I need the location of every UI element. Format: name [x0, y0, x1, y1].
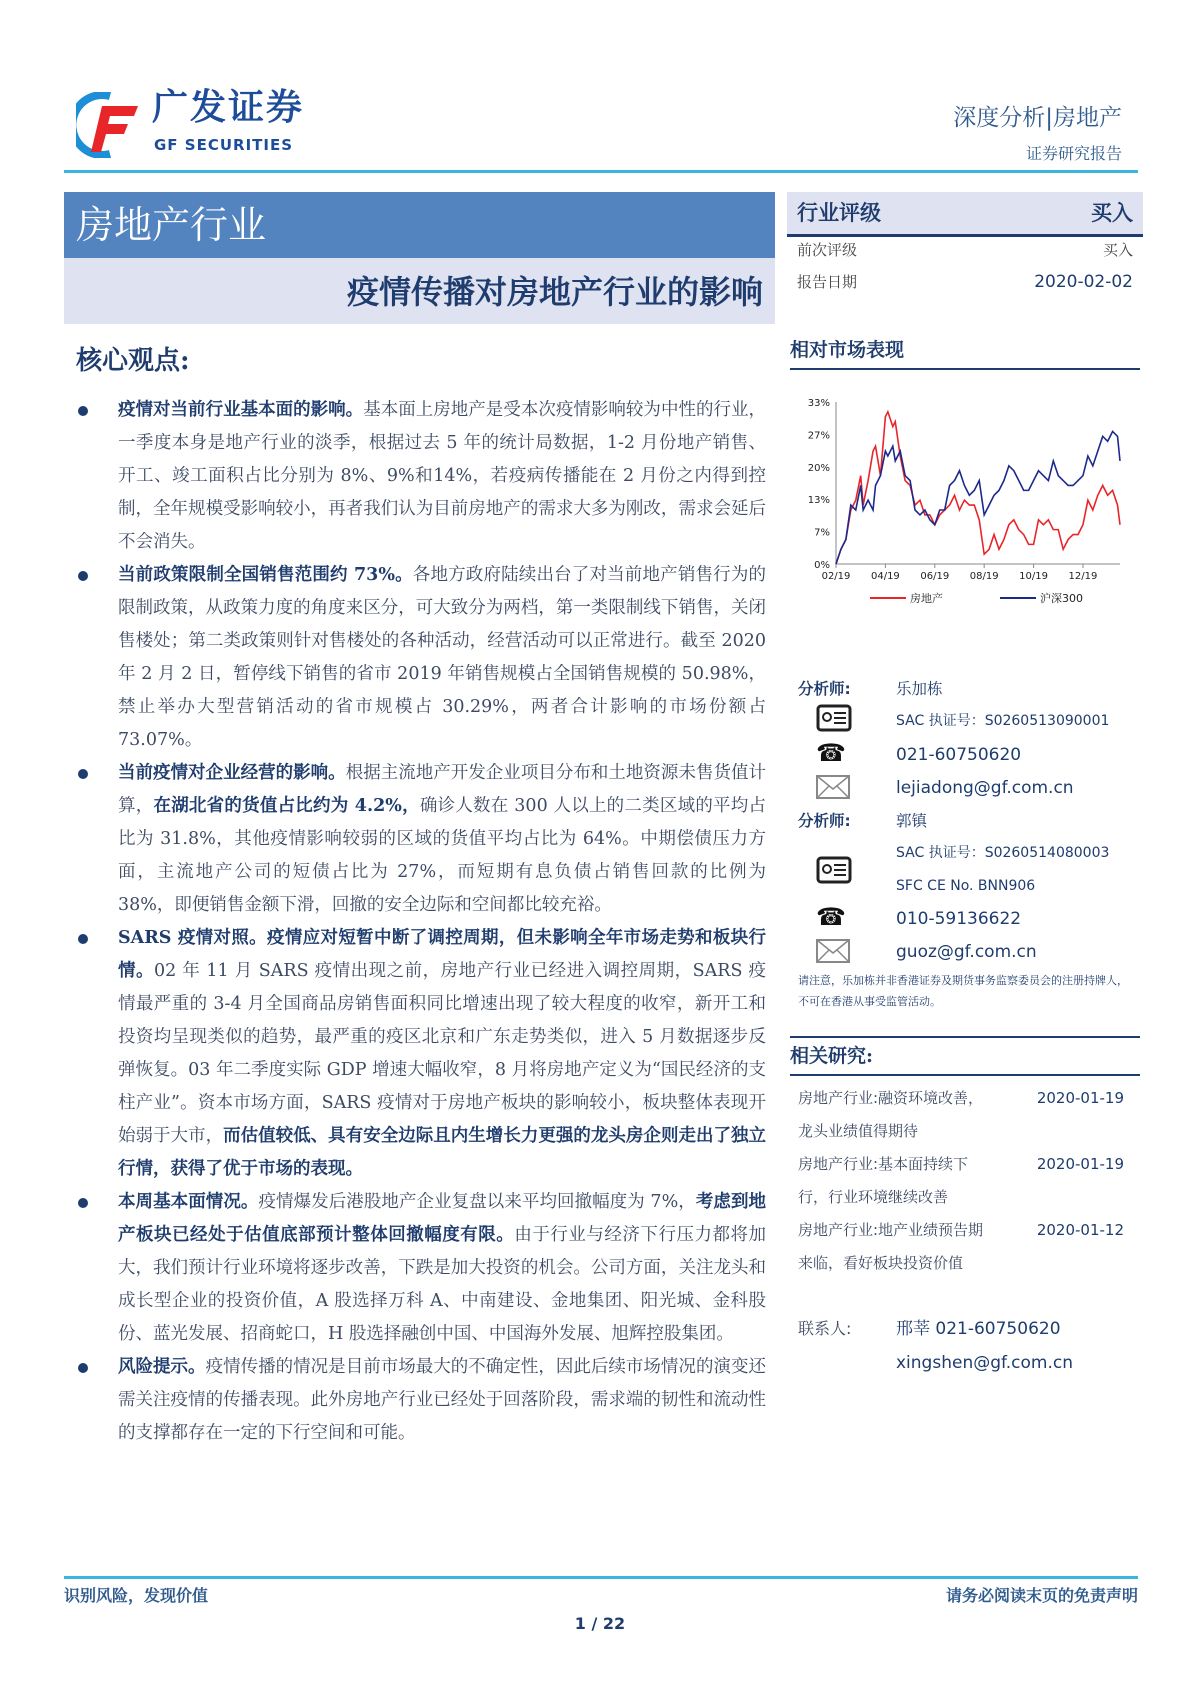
- analyst-1-label-row: [798, 678, 1138, 700]
- analyst-name: 郭镇: [896, 812, 928, 830]
- contact-label: 联系人:: [798, 1319, 852, 1338]
- bullet-icon: [78, 406, 88, 416]
- core-bullet: [76, 1351, 766, 1450]
- footer-disclaimer: 请务必阅读末页的免责声明: [945, 1586, 1138, 1605]
- header-divider: [64, 170, 1138, 173]
- core-bullet: [76, 394, 766, 559]
- bullet-icon: [78, 934, 88, 944]
- page-number: 1 / 22: [574, 1614, 626, 1633]
- legend-label: 沪深300: [1040, 592, 1083, 605]
- bullet-text: 确诊人数在 300 人以上的二类区域的平均占比为 31.8%，其他疫情影响较弱的区域的货值平均占比为 64%。中期偿债压力方面，主流地产公司的短债占比为 27%，而短期有息负债占销售回款的比例为 38%，即便销售金额下滑，回撤的安全边际和空间都比较充裕。: [118, 796, 767, 915]
- market-heading: 相对市场表现: [790, 338, 1140, 370]
- analyst-phone: 021-60750620: [896, 745, 1022, 765]
- analyst-sac: SAC 执证号：S0260513090001: [896, 713, 1110, 729]
- analyst-name: 乐加栋: [896, 680, 943, 698]
- x-tick-label: 04/19: [870, 571, 900, 582]
- related-item[interactable]: [798, 1082, 1134, 1148]
- related-date: 2020-01-19: [1036, 1089, 1124, 1107]
- prev-rating-label: 前次评级: [797, 241, 858, 259]
- certificate-icon: [816, 856, 852, 894]
- analyst-label: 分析师:: [798, 812, 851, 830]
- bullet-emphasis: 当前疫情对企业经营的影响。: [118, 763, 346, 783]
- bullet-text: 基本面上房地产是受本次疫情影响较为中性的行业，一季度本身是地产行业的淡季，根据过去 5 年的统计局数据，1-2 月份地产销售、开工、竣工面积占比分别为 8%、9%和14%，若疫病传播能在 2 月份之内得到控制，全年规模受影响较小，再者我们认为目前房地产的需求大多为刚改，需求会延后不会消失。: [118, 400, 767, 552]
- contact-phone: 邢莘 021-60750620: [896, 1319, 1061, 1339]
- bullet-text: 疫情传播的情况是目前市场最大的不确定性，因此后续市场情况的演变还需关注疫情的传播表现。此外房地产行业已经处于回落阶段，需求端的韧性和流动性的支撑都存在一定的下行空间和可能。: [118, 1357, 767, 1443]
- industry-banner: [64, 192, 775, 258]
- analyst-phone: 010-59136622: [896, 909, 1022, 929]
- analyst-label: 分析师:: [798, 680, 851, 698]
- rating-value: 买入: [1091, 201, 1133, 225]
- x-tick-label: 12/19: [1068, 571, 1098, 582]
- series-line-0: [836, 412, 1120, 564]
- bullet-icon: [78, 769, 88, 779]
- series-line-1: [836, 431, 1120, 564]
- analyst-2-label-row: [798, 810, 1138, 832]
- y-tick-label: 20%: [807, 462, 830, 474]
- bullet-icon: [78, 1363, 88, 1373]
- related-item[interactable]: [798, 1148, 1134, 1214]
- report-title: 疫情传播对房地产行业的影响: [346, 273, 763, 311]
- logo-english: GF SECURITIES: [154, 136, 294, 154]
- phone-icon: ☎: [816, 739, 846, 767]
- analyst-note: 请注意，乐加栋并非香港证券及期货事务监察委员会的注册持牌人，不可在香港从事受监管活动。: [798, 974, 1128, 1008]
- phone-icon: ☎: [816, 903, 846, 931]
- bullet-emphasis: 在湖北省的货值占比约为 4.2%，: [153, 796, 420, 816]
- core-bullets: [76, 394, 766, 1450]
- related-title-1: 房地产行业:地产业绩预告期: [798, 1221, 984, 1239]
- bullet-emphasis: 当前政策限制全国销售范围约 73%。: [118, 565, 413, 585]
- rating-label: 行业评级: [797, 201, 881, 225]
- related-date: 2020-01-12: [1036, 1221, 1124, 1239]
- y-tick-label: 27%: [807, 430, 830, 442]
- footer-slogan: 识别风险，发现价值: [64, 1586, 209, 1605]
- related-title-2: 来临，看好板块投资价值: [798, 1254, 964, 1272]
- bullet-emphasis: 考虑到地产板块已经处于估值底部预计整体回撤幅度有限。: [118, 1192, 767, 1245]
- core-heading: 核心观点:: [76, 346, 190, 376]
- contact-email: xingshen@gf.com.cn: [896, 1353, 1073, 1373]
- logo-text: 广发证券: [152, 87, 305, 128]
- related-item[interactable]: [798, 1214, 1134, 1280]
- email-icon: [816, 775, 850, 807]
- prev-rating-value: 买入: [1102, 241, 1133, 259]
- analyst-email: lejiadong@gf.com.cn: [896, 778, 1074, 798]
- analyst-email: guoz@gf.com.cn: [896, 942, 1037, 962]
- contact-row: [798, 1318, 1138, 1373]
- x-tick-label: 06/19: [920, 571, 950, 582]
- footer-divider: [64, 1576, 1138, 1579]
- bullet-emphasis: 疫情对当前行业基本面的影响。: [118, 400, 364, 420]
- analyst-sac: SAC 执证号：S0260514080003: [896, 845, 1110, 861]
- analyst-sfc: SFC CE No. BNN906: [896, 878, 1036, 894]
- core-bullet: [76, 757, 766, 922]
- bullet-text: 疫情爆发后港股地产企业复盘以来平均回撤幅度为 7%，: [258, 1192, 696, 1212]
- x-tick-label: 08/19: [969, 571, 999, 582]
- core-bullet: [76, 922, 766, 1186]
- related-title-2: 行，行业环境继续改善: [798, 1188, 949, 1206]
- bullet-text: 各地方政府陆续出台了对当前地产销售行为的限制政策，从政策力度的角度来区分，可大致分为两档，第一类限制线下销售，关闭售楼处；第二类政策则针对售楼处的各种活动，经营活动可以正常进行。截至 2020 年 2 月 2 日，暂停线下销售的省市 2019 年销售规模占全国销售规模的 50.98%，禁止举办大型营销活动的省市规模占 30.29%，两者合计影响的市场份额占 73.07%。: [118, 565, 766, 750]
- email-icon: [816, 939, 850, 971]
- y-tick-label: 13%: [807, 495, 830, 507]
- x-tick-label: 02/19: [821, 571, 851, 582]
- bullet-icon: [78, 1198, 88, 1208]
- related-title-1: 房地产行业:基本面持续下: [798, 1155, 969, 1173]
- related-list: [798, 1082, 1134, 1280]
- related-title-2: 龙头业绩值得期待: [798, 1122, 919, 1140]
- report-category: 深度分析|房地产: [953, 105, 1122, 131]
- bullet-text: 由于行业与经济下行压力都将加大，我们预计行业环境将逐步改善，下跌是加大投资的机会。公司方面，关注龙头和成长型企业的投资价值，A 股选择万科 A、中南建设、金地集团、阳光城、金科股份、蓝光发展、招商蛇口，H 股选择融创中国、中国海外发展、旭辉控股集团。: [118, 1225, 767, 1344]
- bullet-emphasis: 本周基本面情况。: [118, 1192, 259, 1212]
- relative-performance-chart: [790, 390, 1140, 620]
- industry-title: 房地产行业: [76, 203, 267, 247]
- report-date-row: [797, 272, 1133, 292]
- bullet-text: 02 年 11 月 SARS 疫情出现之前，房地产行业已经进入调控周期，SARS 疫情最严重的 3-4 月全国商品房销售面积同比增速出现了较大程度的收窄，新开工和投资均呈现类似的趋势，最严重的疫区北京和广东走势类似，进入 5 月数据逐步反弹恢复。03 年二季度实际 GDP 增速大幅收窄，8 月将房地产定义为“国民经济的支柱产业”。资本市场方面，SARS 疫情对于房地产板块的影响较小，板块整体表现开始弱于大市，: [118, 961, 766, 1146]
- bullet-text: 根据主流地产开发企业项目分布和土地资源未售货值计算，: [118, 763, 767, 816]
- bullet-icon: [78, 571, 88, 581]
- y-tick-label: 0%: [814, 560, 830, 571]
- report-type: 证券研究报告: [1025, 144, 1122, 163]
- rating-header: [787, 192, 1143, 237]
- related-title-1: 房地产行业:融资环境改善，: [798, 1089, 984, 1107]
- bullet-emphasis: SARS 疫情对照。疫情应对短暂中断了调控周期，但未影响全年市场走势和板块行情。: [118, 928, 766, 981]
- certificate-icon: [816, 704, 852, 742]
- gf-logo-icon: [76, 92, 144, 158]
- legend-label: 房地产: [910, 592, 943, 605]
- report-date-label: 报告日期: [797, 273, 858, 291]
- related-divider: [790, 1036, 1140, 1038]
- report-date-value: 2020-02-02: [1034, 272, 1133, 292]
- bullet-emphasis: 风险提示。: [118, 1357, 206, 1377]
- related-heading: 相关研究:: [790, 1044, 1140, 1076]
- x-tick-label: 10/19: [1019, 571, 1048, 582]
- bullet-emphasis: 而估值较低、具有安全边际且内生增长力更强的龙头房企则走出了独立行情，获得了优于市场的表现。: [118, 1126, 767, 1179]
- related-date: 2020-01-19: [1036, 1155, 1124, 1173]
- y-tick-label: 7%: [814, 527, 830, 539]
- core-bullet: [76, 559, 766, 757]
- core-bullet: [76, 1186, 766, 1351]
- subtitle-banner: [64, 258, 775, 324]
- y-tick-label: 33%: [807, 398, 830, 409]
- prev-rating-row: [797, 240, 1133, 260]
